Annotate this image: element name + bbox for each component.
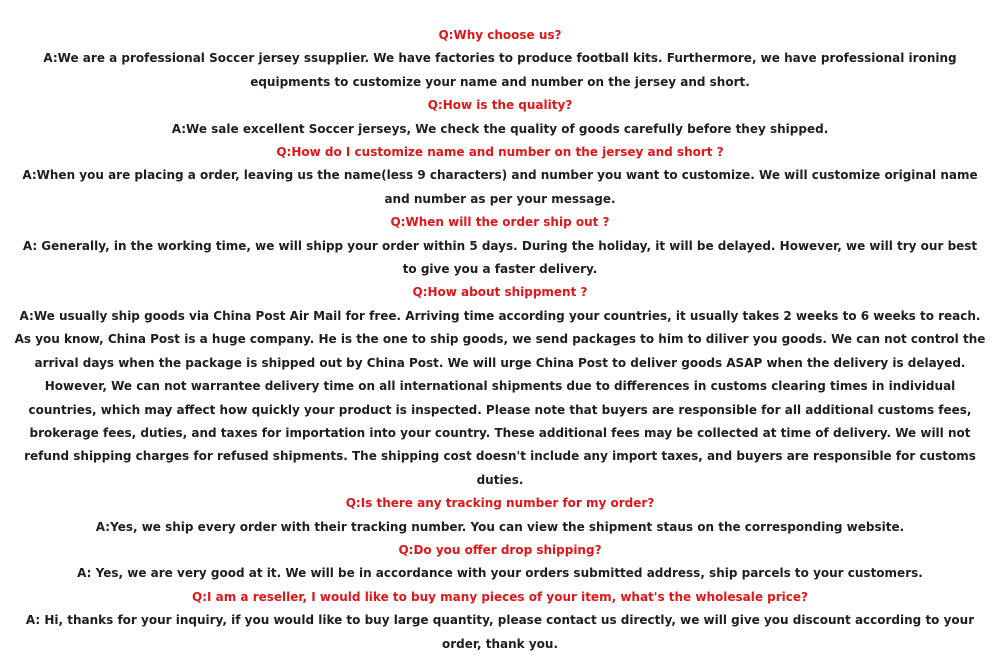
faq-answer: However, We can not warrantee delivery time on all international shipments due to differences in customs clearing times in individual countries, which may affect how quickly your product is inspected. Please note that buyers are responsible for all additional customs fees, brokerage fees, duties, and taxes for importation into your country. These additional fees may be collected at time of delivery. We will not refund shipping charges for refused shipments. The shipping cost doesn't include any import taxes, and buyers are responsible for customs duties. xyxy=(24,379,976,487)
faq-answer: A:We sale excellent Soccer jerseys, We check the quality of goods carefully before they shipped. xyxy=(171,121,829,136)
faq-question: Q:Is there any tracking number for my order? xyxy=(345,496,655,511)
faq-answer: As you know, China Post is a huge company. He is the one to ship goods, we send packages to him to diliver you goods. We can not control the arrival days when the package is shipped out by China Post. We will urge China Post to deliver goods ASAP when the delivery is delayed. xyxy=(14,332,986,370)
faq-question: Q:How about shippment ? xyxy=(412,285,588,300)
faq-answer: A: Generally, in the working time, we will shipp your order within 5 days. During the holiday, it will be delayed. However, we will try our best to give you a faster delivery. xyxy=(22,238,978,277)
faq-question: Q:When will the order ship out ? xyxy=(390,215,610,230)
faq-answer: A:We usually ship goods via China Post Air Mail for free. Arriving time according your countries, it usually takes 2 weeks to 6 weeks to reach. xyxy=(19,308,981,323)
faq-answer: A:We are a professional Soccer jersey ssupplier. We have factories to produce football kits. Furthermore, we have professional ironing equipments to customize your name and number on the jersey and short. xyxy=(43,51,957,89)
faq-question: Q:How is the quality? xyxy=(427,98,573,113)
faq-answer: A:Yes, we ship every order with their tracking number. You can view the shipment staus on the corresponding website. xyxy=(95,519,905,534)
faq-answer: A: Hi, thanks for your inquiry, if you would like to buy large quantity, please contact us directly, we will give you discount according to your order, thank you. xyxy=(25,613,975,651)
faq-question: Q:I am a reseller, I would like to buy many pieces of your item, what's the wholesale price? xyxy=(192,589,808,604)
faq-question: Q:Do you offer drop shipping? xyxy=(398,542,602,557)
faq-answer: A: Yes, we are very good at it. We will be in accordance with your orders submitted address, ship parcels to your customers. xyxy=(77,566,923,581)
faq-answer: A:When you are placing a order, leaving us the name(less 9 characters) and number you want to customize. We will customize original name and number as per your message. xyxy=(22,168,978,206)
faq-question: Q:How do I customize name and number on the jersey and short ? xyxy=(276,145,724,160)
faq-question: Q:Why choose us? xyxy=(438,28,562,42)
